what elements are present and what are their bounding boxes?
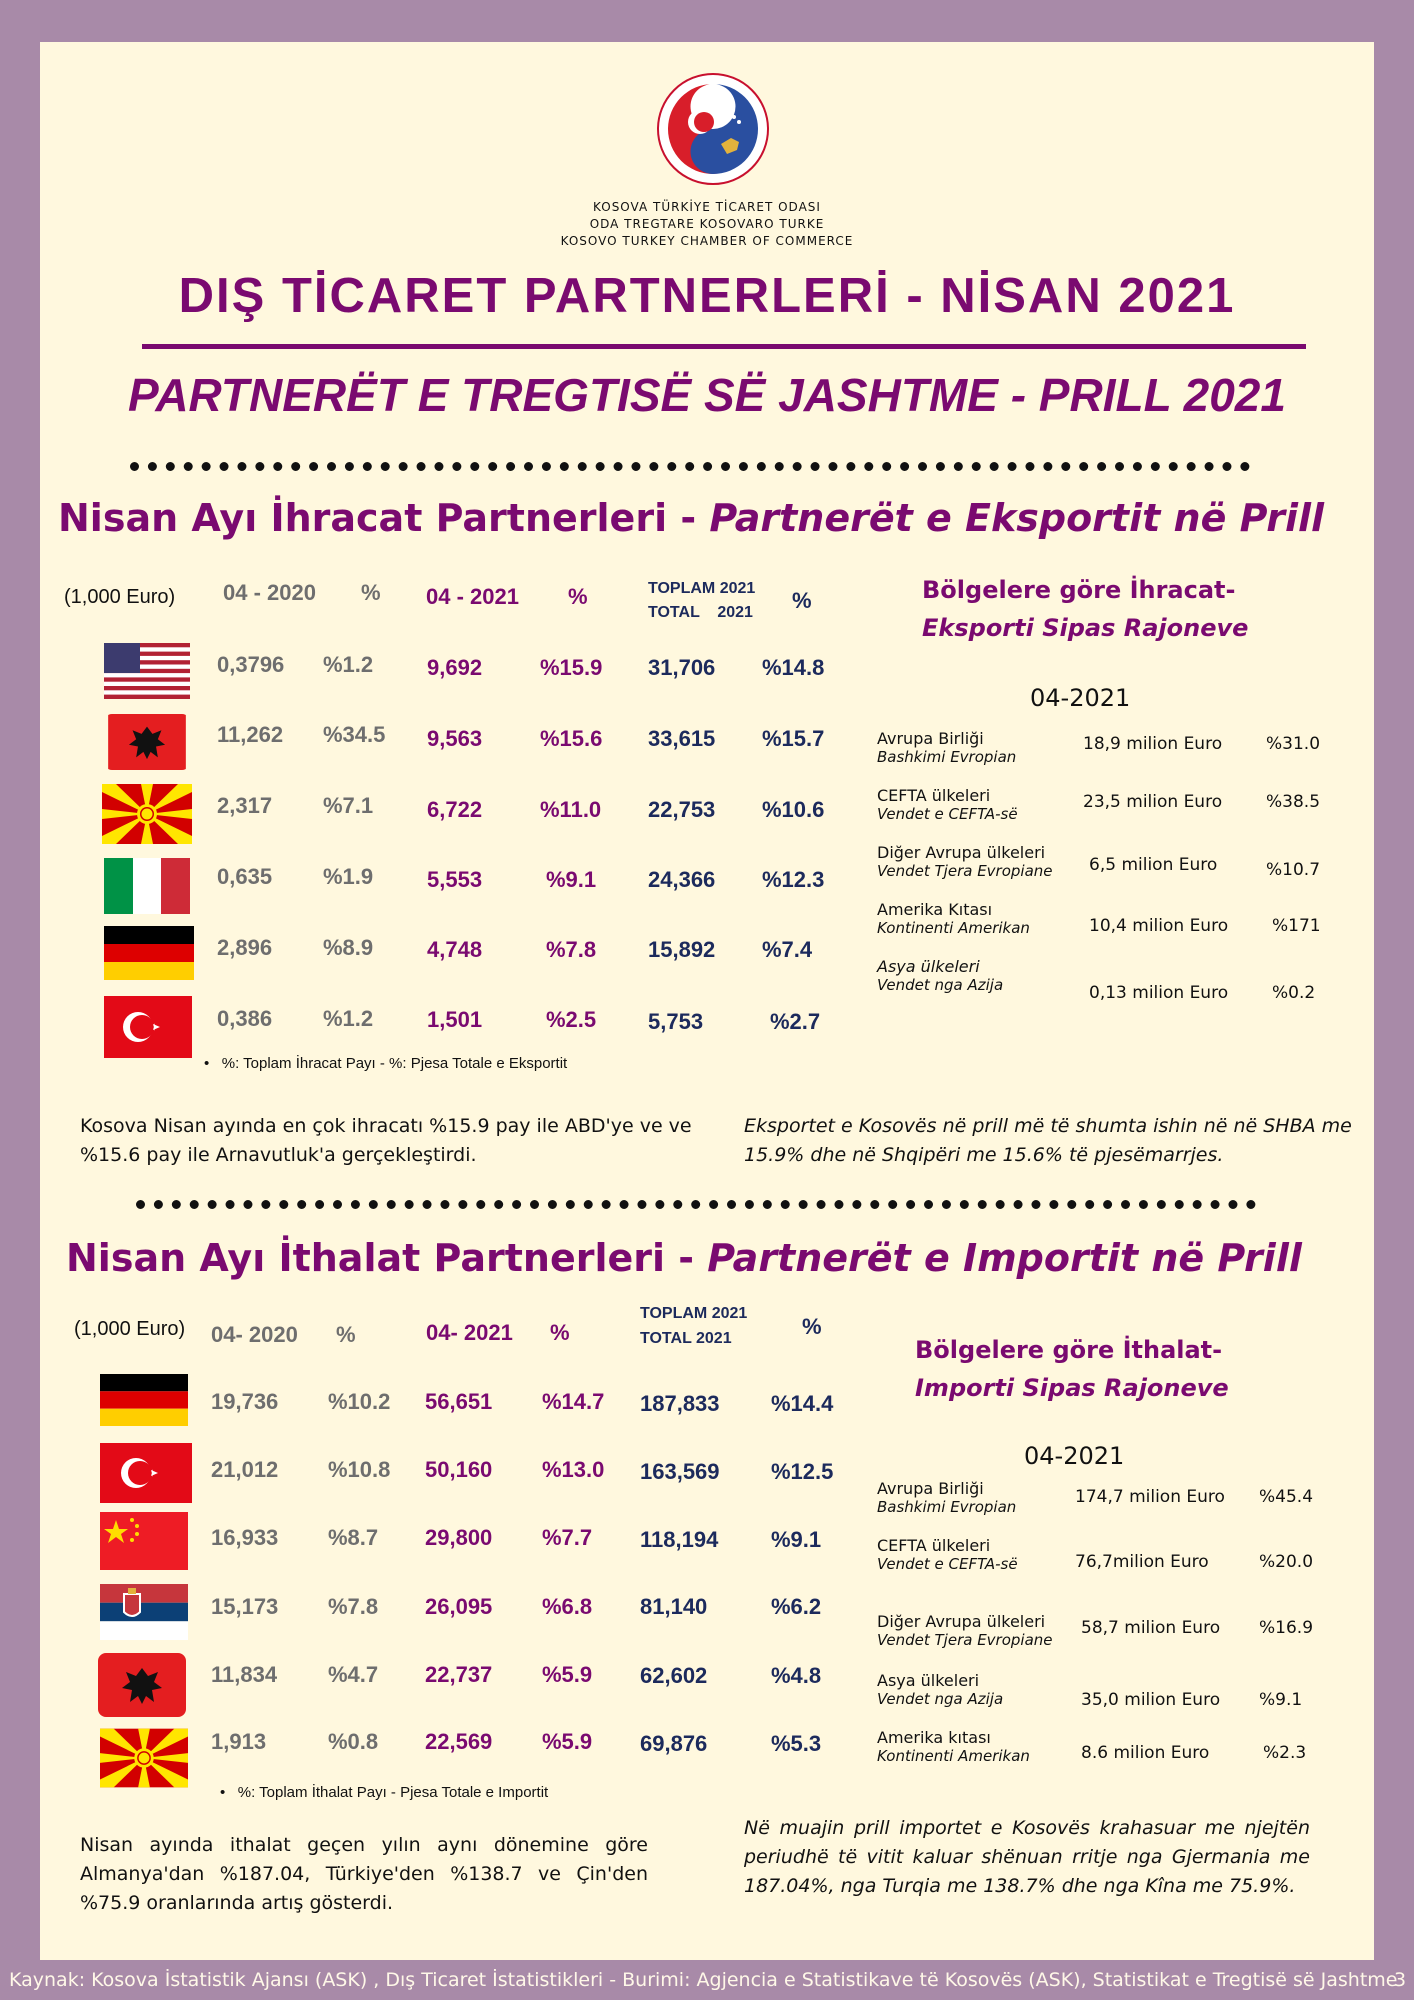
export-v2020: 11,262 (217, 722, 284, 747)
export-ptotal: %10.6 (762, 797, 825, 822)
region-sub: Bashkimi Evropian (877, 1498, 1017, 1516)
region-value: 6,5 milion Euro (1089, 855, 1218, 875)
export-region-title-sq: Eksporti Sipas Rajoneve (922, 614, 1249, 642)
region-value: 10,4 milion Euro (1089, 916, 1229, 936)
serbia-flag-icon (100, 1584, 188, 1640)
export-v2020: 0,635 (217, 864, 273, 889)
region-value: 35,0 milion Euro (1081, 1690, 1221, 1710)
import-heading-tr: Nisan Ayı İthalat Partnerleri - (66, 1236, 708, 1280)
region-pct: %171 (1272, 916, 1321, 936)
import-v2020: 16,933 (211, 1525, 279, 1550)
region-pct: %9.1 (1259, 1690, 1303, 1710)
export-p2021: %2.5 (546, 1007, 597, 1032)
export-p2020: %8.9 (323, 935, 374, 960)
region-sub: Bashkimi Evropian (877, 748, 1017, 766)
export-col-total-2: TOTAL 2021 (648, 604, 753, 621)
org-name-tr: KOSOVA TÜRKİYE TİCARET ODASI (593, 200, 821, 214)
import-summary-tr: Nisan ayında ithalat geçen yılın aynı dönemine göre Almanya'dan %187.04, Türkiye'den %138.7 ve Çin'den %75.9 oranlarında artış gösterdi. (80, 1834, 648, 1914)
export-v2020: 2,896 (217, 935, 273, 960)
footer (0, 1960, 1414, 2000)
import-v2020: 21,012 (211, 1457, 279, 1482)
region-value: 18,9 milion Euro (1083, 734, 1223, 754)
region-name: Asya ülkeleri (877, 1671, 980, 1690)
import-col-pct3: % (802, 1314, 822, 1339)
org-name-sq: ODA TREGTARE KOSOVARO TURKE (589, 217, 825, 231)
export-v2021: 9,563 (427, 726, 483, 751)
region-sub: Vendet Tjera Evropiane (877, 862, 1053, 880)
import-col-pct1: % (336, 1322, 356, 1347)
export-ptotal: %7.4 (762, 937, 813, 962)
import-v2020: 19,736 (211, 1389, 279, 1414)
germany-flag-icon (100, 1374, 188, 1426)
import-col-total-1: TOPLAM 2021 (640, 1305, 748, 1322)
import-total: 62,602 (640, 1663, 708, 1688)
region-sub: Vendet e CEFTA-së (877, 1555, 1018, 1573)
export-heading (58, 496, 1324, 540)
import-region-title-sq: Importi Sipas Rajoneve (915, 1374, 1229, 1402)
import-v2021: 26,095 (425, 1594, 493, 1619)
export-p2020: %34.5 (323, 722, 386, 747)
import-total: 187,833 (640, 1391, 720, 1416)
import-v2021: 22,569 (425, 1729, 493, 1754)
export-total: 22,753 (648, 797, 716, 822)
import-note-text: %: Toplam İthalat Payı - Pjesa Totale e Importit (237, 1784, 549, 1801)
export-v2020: 2,317 (217, 793, 273, 818)
export-ptotal: %14.8 (762, 655, 825, 680)
region-name: Diğer Avrupa ülkeleri (877, 843, 1046, 862)
export-v2020: 0,386 (217, 1006, 273, 1031)
export-col-2021: 04 - 2021 (426, 584, 519, 609)
export-p2020: %7.1 (323, 793, 374, 818)
export-v2021: 1,501 (427, 1007, 483, 1032)
export-col-pct1: % (361, 580, 381, 605)
north-macedonia-flag-icon (100, 1727, 188, 1789)
region-pct: %16.9 (1259, 1618, 1314, 1638)
import-ptotal: %14.4 (771, 1391, 834, 1416)
import-v2020: 15,173 (211, 1594, 279, 1619)
export-heading-tr: Nisan Ayı İhracat Partnerleri - (58, 496, 710, 540)
region-name: CEFTA ülkeleri (877, 786, 991, 805)
region-name: Avrupa Birliği (877, 1479, 984, 1498)
north-macedonia-flag-icon (102, 784, 192, 844)
export-summary-sq: Eksportet e Kosovës në prill më të shumta ishin në në SHBA me 15.9% dhe në Shqipëri me 15.6% të pjesëmarrjes. (744, 1115, 1352, 1166)
export-p2020: %1.2 (323, 1006, 374, 1031)
export-p2021: %9.1 (546, 867, 597, 892)
title-tr: DIŞ TİCARET PARTNERLERİ - NİSAN 2021 (178, 269, 1236, 323)
import-ptotal: %5.3 (771, 1731, 822, 1756)
export-col-2020: 04 - 2020 (223, 580, 316, 605)
export-col-pct3: % (792, 588, 812, 613)
export-total: 24,366 (648, 867, 716, 892)
export-total: 15,892 (648, 937, 716, 962)
region-value: 76,7milion Euro (1075, 1552, 1209, 1572)
export-ptotal: %12.3 (762, 867, 825, 892)
dotted-divider-top (130, 462, 1250, 471)
region-sub: Kontinenti Amerikan (877, 919, 1030, 937)
import-ptotal: %12.5 (771, 1459, 834, 1484)
import-region-title-tr: Bölgelere göre İthalat- (915, 1336, 1223, 1364)
export-v2020: 0,3796 (217, 652, 285, 677)
list-item (877, 729, 1016, 766)
import-p2020: %8.7 (328, 1525, 379, 1550)
import-region-period: 04-2021 (1024, 1442, 1125, 1470)
import-p2020: %10.2 (328, 1389, 391, 1414)
region-pct: %10.7 (1266, 860, 1321, 880)
list-item (877, 1479, 1016, 1516)
list-item (877, 1728, 1030, 1765)
import-ptotal: %6.2 (771, 1594, 822, 1619)
import-p2021: %14.7 (542, 1389, 605, 1414)
import-v2021: 29,800 (425, 1525, 493, 1550)
region-name: Asya ülkeleri (877, 957, 980, 976)
export-v2021: 4,748 (427, 937, 483, 962)
export-ptotal: %15.7 (762, 726, 825, 751)
export-v2021: 5,553 (427, 867, 483, 892)
title-divider (142, 344, 1306, 349)
export-unit: (1,000 Euro) (64, 586, 176, 608)
export-heading-sq: Partnerët e Eksportit në Prill (709, 496, 1325, 540)
albania-flag-icon (98, 1653, 186, 1717)
list-item (877, 1536, 1018, 1573)
import-v2021: 22,737 (425, 1662, 493, 1687)
region-sub: Vendet nga Azija (877, 1690, 1004, 1708)
import-v2020: 11,834 (211, 1662, 278, 1687)
china-flag-icon (100, 1512, 188, 1570)
albania-flag-icon (104, 714, 190, 770)
page-number: 3 (1394, 1969, 1407, 1991)
list-item (877, 843, 1053, 880)
import-total: 163,569 (640, 1459, 720, 1484)
import-p2020: %4.7 (328, 1662, 379, 1687)
region-sub: Vendet Tjera Evropiane (877, 1631, 1053, 1649)
export-total: 31,706 (648, 655, 716, 680)
export-p2020: %1.9 (323, 864, 374, 889)
turkey-flag-icon (104, 996, 192, 1058)
region-value: 8.6 milion Euro (1081, 1743, 1210, 1763)
list-item (877, 1612, 1053, 1649)
region-value: 23,5 milion Euro (1083, 792, 1223, 812)
region-name: Amerika Kıtası (877, 900, 993, 919)
region-sub: Kontinenti Amerikan (877, 1747, 1030, 1765)
export-region-title-tr: Bölgelere göre İhracat- (922, 576, 1236, 604)
list-item (877, 786, 1018, 823)
import-heading (66, 1236, 1302, 1280)
germany-flag-icon (104, 926, 194, 980)
import-note: • %: Toplam İthalat Payı - Pjesa Totale e Importit (220, 1784, 549, 1801)
chamber-logo (656, 72, 770, 186)
export-p2021: %11.0 (540, 797, 602, 822)
import-total: 81,140 (640, 1594, 708, 1619)
import-ptotal: %4.8 (771, 1663, 822, 1688)
usa-flag-icon (104, 643, 190, 699)
export-summary-tr: Kosova Nisan ayında en çok ihracatı %15.9 pay ile ABD'ye ve ve %15.6 pay ile Arnavutluk'a gerçekleştirdi. (80, 1115, 692, 1166)
region-name: Amerika kıtası (877, 1728, 991, 1747)
export-p2020: %1.2 (323, 652, 374, 677)
export-note-text: %: Toplam İhracat Payı - %: Pjesa Totale e Eksportit (221, 1055, 568, 1072)
import-col-2020: 04- 2020 (211, 1322, 298, 1347)
region-sub: Vendet e CEFTA-së (877, 805, 1018, 823)
region-name: Diğer Avrupa ülkeleri (877, 1612, 1046, 1631)
export-v2021: 9,692 (427, 655, 483, 680)
list-item (877, 957, 1003, 994)
import-col-pct2: % (550, 1320, 570, 1345)
export-ptotal: %2.7 (770, 1009, 821, 1034)
import-ptotal: %9.1 (771, 1527, 822, 1552)
export-col-pct2: % (568, 584, 588, 609)
region-value: 174,7 milion Euro (1075, 1487, 1225, 1507)
import-p2020: %7.8 (328, 1594, 379, 1619)
export-total: 5,753 (648, 1009, 704, 1034)
region-pct: %0.2 (1272, 983, 1316, 1003)
import-v2021: 56,651 (425, 1389, 493, 1414)
import-unit: (1,000 Euro) (74, 1318, 186, 1340)
import-p2020: %0.8 (328, 1729, 379, 1754)
import-total: 69,876 (640, 1731, 708, 1756)
export-region-period: 04-2021 (1030, 684, 1131, 712)
title-sq: PARTNERËT E TREGTISË SË JASHTME - PRILL 2021 (128, 369, 1286, 421)
region-pct: %45.4 (1259, 1487, 1314, 1507)
import-p2020: %10.8 (328, 1457, 391, 1482)
turkey-flag-icon (100, 1443, 192, 1503)
export-col-total-1: TOPLAM 2021 (648, 580, 756, 597)
export-p2021: %7.8 (546, 937, 597, 962)
region-pct: %31.0 (1266, 734, 1321, 754)
export-total: 33,615 (648, 726, 716, 751)
import-heading-sq: Partnerët e Importit në Prill (707, 1236, 1302, 1280)
export-note: • %: Toplam İhracat Payı - %: Pjesa Totale e Eksportit (204, 1055, 568, 1072)
import-summary-sq: Në muajin prill importet e Kosovës krahasuar me njejtën periudhë të vitit kaluar shënuan rritje nga Gjermania me 187.04%, nga Turqia me 138.7% dhe nga Kîna me 75.9%. (744, 1817, 1310, 1897)
import-col-2021: 04- 2021 (426, 1320, 513, 1345)
region-pct: %38.5 (1266, 792, 1321, 812)
import-col-total-2: TOTAL 2021 (640, 1330, 732, 1347)
list-item (877, 1671, 1003, 1708)
export-p2021: %15.6 (540, 726, 603, 751)
region-name: CEFTA ülkeleri (877, 1536, 991, 1555)
italy-flag-icon (104, 858, 190, 914)
import-p2021: %5.9 (542, 1662, 593, 1687)
export-p2021: %15.9 (540, 655, 603, 680)
export-v2021: 6,722 (427, 797, 483, 822)
region-sub: Vendet nga Azija (877, 976, 1004, 994)
import-total: 118,194 (640, 1527, 719, 1552)
region-value: 58,7 milion Euro (1081, 1618, 1221, 1638)
import-p2021: %5.9 (542, 1729, 593, 1754)
dotted-divider-middle (136, 1200, 1256, 1209)
import-p2021: %6.8 (542, 1594, 593, 1619)
region-name: Avrupa Birliği (877, 729, 984, 748)
footer-source: Kaynak: Kosova İstatistik Ajansı (ASK) , Dış Ticaret İstatistikleri - Burimi: Agjencia e Statistikave të Kosovës (ASK), Statistikat e Tregtisë së Jashtme (9, 1969, 1398, 1991)
list-item (877, 900, 1030, 937)
import-p2021: %13.0 (542, 1457, 605, 1482)
import-v2021: 50,160 (425, 1457, 493, 1482)
import-p2021: %7.7 (542, 1525, 593, 1550)
region-value: 0,13 milion Euro (1089, 983, 1229, 1003)
import-v2020: 1,913 (211, 1729, 267, 1754)
org-name-en: KOSOVO TURKEY CHAMBER OF COMMERCE (560, 234, 854, 248)
region-pct: %2.3 (1263, 1743, 1307, 1763)
region-pct: %20.0 (1259, 1552, 1314, 1572)
